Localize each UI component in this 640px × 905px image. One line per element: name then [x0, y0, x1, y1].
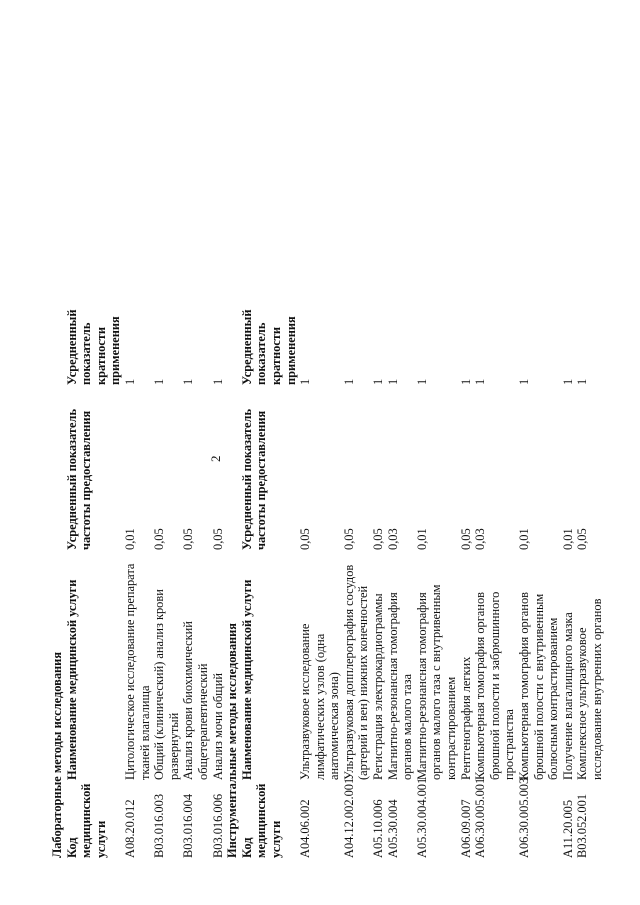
table-row	[298, 60, 342, 860]
cell-mult: 1	[458, 378, 473, 385]
cell-code: А04.12.002.001	[341, 777, 356, 858]
cell-mult: 1	[371, 378, 386, 385]
table-row	[386, 60, 415, 860]
cell-name: Получение влагалищного мазка	[560, 612, 575, 780]
row-spacer	[517, 60, 561, 311]
section-title: Лабораторные методы исследования	[50, 651, 64, 858]
cell-freq: 0,05	[458, 528, 473, 550]
table-row	[473, 60, 517, 860]
cell-code: В03.052.001	[575, 793, 590, 858]
header-code: Код медицинской услуги	[239, 783, 283, 858]
cell-code: А06.09.007	[458, 799, 473, 858]
cell-mult: 1	[560, 378, 575, 385]
cell-name: Ультразвуковая допплерография сосудов (артерий и вен) нижних конечностей	[341, 564, 371, 780]
cell-name: Компьютерная томография органов брюшной полости и забрюшинного пространства	[473, 591, 517, 780]
cell-freq: 0,05	[298, 528, 313, 550]
cell-freq: 0,01	[122, 528, 137, 550]
cell-mult: 1	[181, 378, 196, 385]
header-spacer	[240, 60, 298, 311]
cell-name: Рентгенография легких	[458, 656, 473, 780]
row-spacer	[211, 60, 226, 311]
cell-code: А06.30.005.001	[473, 777, 488, 858]
cell-freq: 0,05	[371, 528, 386, 550]
page-number: 2	[208, 455, 223, 462]
header-row	[65, 60, 123, 860]
cell-mult: 1	[210, 378, 225, 385]
cell-code: А05.30.004.001	[414, 777, 429, 858]
cell-name: Анализ мочи общий	[210, 673, 225, 780]
header-name: Наименование медицинской услуги	[64, 579, 79, 780]
row-spacer	[371, 60, 386, 311]
row-spacer	[123, 60, 152, 311]
row-spacer	[298, 60, 342, 311]
cell-name: Комплексное ультразвуковое исследование внутренних органов	[575, 598, 604, 780]
table-row	[211, 60, 226, 860]
cell-code: А11.20.005	[560, 799, 575, 858]
row-spacer	[181, 60, 210, 311]
cell-freq: 0,05	[575, 528, 590, 550]
cell-freq: 0,05	[152, 528, 167, 550]
cell-code: А04.06.002	[298, 799, 313, 858]
cell-freq: 0,03	[385, 528, 400, 550]
row-spacer	[342, 60, 371, 311]
cell-name: Компьютерная томография органов брюшной полости с внутривенным болюсным контрастированием	[517, 592, 561, 780]
cell-code: В03.016.004	[181, 793, 196, 858]
cell-name: Магнитно-резонансная томография органов малого таза	[385, 592, 415, 780]
cell-freq: 0,05	[181, 528, 196, 550]
cell-freq: 0,01	[517, 528, 531, 550]
table-row	[371, 60, 386, 860]
section-title: Инструментальные методы исследования	[225, 623, 240, 858]
row-spacer	[415, 60, 459, 311]
cell-mult: 1	[575, 378, 590, 385]
header-name: Наименование медицинской услуги	[239, 579, 254, 780]
cell-name: Общий (клинический) анализ крови развернутый	[152, 589, 181, 780]
table-row	[152, 60, 181, 860]
header-spacer	[65, 60, 123, 311]
cell-mult: 1	[414, 378, 429, 385]
cell-mult: 1	[473, 378, 488, 385]
services-table	[50, 60, 604, 860]
header-freq: Усредненный показатель частоты предоставления	[64, 408, 94, 550]
row-spacer	[152, 60, 181, 311]
header-mult: Усредненный показатель кратности применения	[64, 309, 123, 385]
cell-code: А05.10.006	[371, 799, 386, 858]
header-freq: Усредненный показатель частоты предоставления	[239, 408, 269, 550]
cell-code: А08.20.012	[122, 799, 137, 858]
table-row	[123, 60, 152, 860]
cell-freq: 0,05	[341, 528, 356, 550]
header-code: Код медицинской услуги	[64, 783, 108, 858]
table-row	[181, 60, 210, 860]
cell-code: В03.016.003	[152, 793, 167, 858]
cell-name: Цитологическое исследование препарата тканей влагалища	[122, 563, 152, 780]
cell-name: Ультразвуковое исследование лимфатических узлов (одна анатомическая зона)	[298, 623, 342, 780]
header-row	[240, 60, 298, 860]
row-spacer	[561, 60, 576, 311]
table-row	[459, 60, 474, 860]
cell-name: Регистрация электрокардиограммы	[371, 593, 386, 780]
cell-mult: 1	[385, 378, 400, 385]
row-spacer	[473, 60, 517, 311]
row-spacer	[386, 60, 415, 311]
cell-code: А06.30.005.003	[517, 777, 531, 858]
cell-name: Магнитно-резонансная томография органов малого таза с внутривенным контрастированием	[414, 584, 459, 780]
row-spacer	[575, 60, 604, 311]
cell-freq: 0,01	[414, 528, 429, 550]
table-row	[342, 60, 371, 860]
cell-freq: 0,01	[560, 528, 575, 550]
cell-name: Анализ крови биохимический общетерапевтический	[181, 621, 210, 780]
cell-mult: 1	[152, 378, 167, 385]
cell-mult: 1	[122, 378, 137, 385]
table-row	[561, 60, 576, 860]
cell-code: А05.30.004	[385, 799, 400, 858]
table-row	[415, 60, 459, 860]
cell-freq: 0,03	[473, 528, 488, 550]
row-spacer	[459, 60, 474, 311]
table-row	[517, 60, 561, 860]
table-row	[575, 60, 604, 860]
header-mult: Усредненный показатель кратности применения	[239, 309, 298, 385]
cell-mult: 1	[298, 378, 313, 385]
cell-mult: 1	[341, 378, 356, 385]
cell-mult: 1	[517, 378, 531, 385]
cell-freq: 0,05	[210, 528, 225, 550]
cell-code: В03.016.006	[210, 793, 225, 858]
